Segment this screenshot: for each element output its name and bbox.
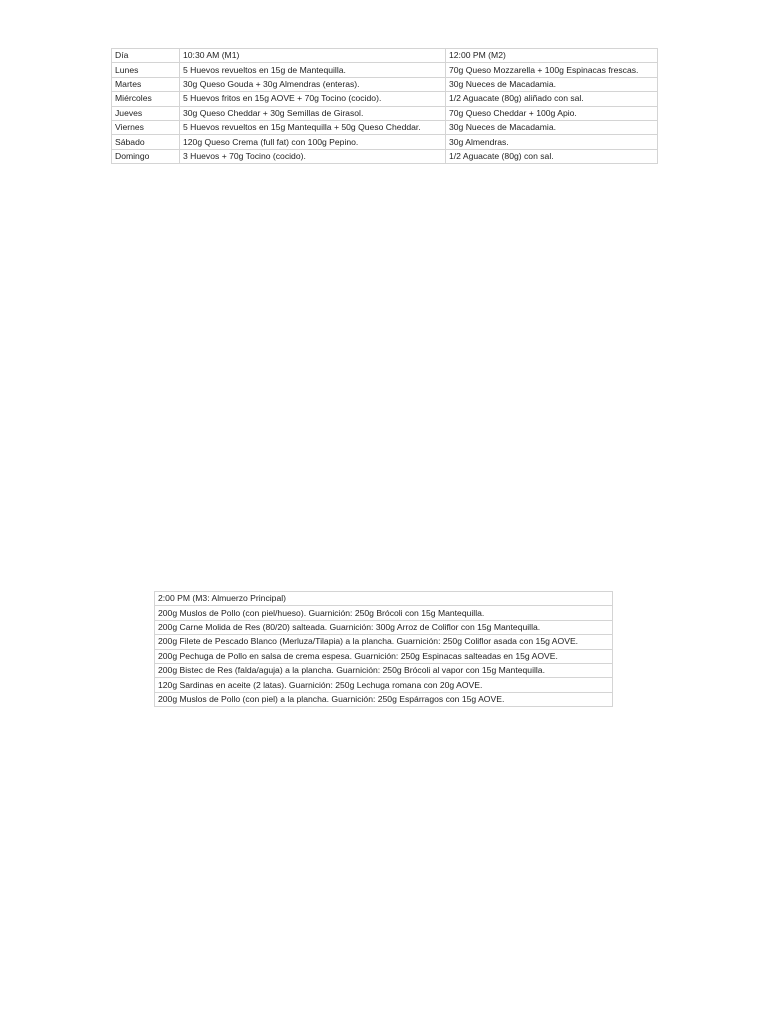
- table-header-row: [155, 592, 613, 606]
- m2-cell: 70g Queso Mozzarella + 100g Espinacas frescas.: [446, 63, 658, 77]
- table-row: [112, 149, 658, 163]
- header-m3: 2:00 PM (M3: Almuerzo Principal): [155, 592, 613, 606]
- day-cell: Martes: [112, 77, 180, 91]
- m1-cell: 5 Huevos revueltos en 15g Mantequilla + 50g Queso Cheddar.: [180, 120, 446, 134]
- table-row: [155, 620, 613, 634]
- table-header-row: [112, 49, 658, 63]
- lunch-table: [154, 591, 613, 707]
- header-day: Día: [112, 49, 180, 63]
- table-row: [155, 663, 613, 677]
- m1-cell: 120g Queso Crema (full fat) con 100g Pepino.: [180, 135, 446, 149]
- table-row: [112, 77, 658, 91]
- table-row: [155, 635, 613, 649]
- day-cell: Miércoles: [112, 92, 180, 106]
- table-row: [112, 120, 658, 134]
- m2-cell: 30g Nueces de Macadamia.: [446, 120, 658, 134]
- m1-cell: 30g Queso Cheddar + 30g Semillas de Girasol.: [180, 106, 446, 120]
- lunch-cell: 200g Pechuga de Pollo en salsa de crema espesa. Guarnición: 250g Espinacas salteadas en 15g AOVE.: [155, 649, 613, 663]
- day-cell: Domingo: [112, 149, 180, 163]
- table-row: [112, 92, 658, 106]
- lunch-cell: 200g Carne Molida de Res (80/20) salteada. Guarnición: 300g Arroz de Coliflor con 15g Mantequilla.: [155, 620, 613, 634]
- m1-cell: 5 Huevos fritos en 15g AOVE + 70g Tocino (cocido).: [180, 92, 446, 106]
- table-row: [155, 606, 613, 620]
- day-cell: Jueves: [112, 106, 180, 120]
- m1-cell: 3 Huevos + 70g Tocino (cocido).: [180, 149, 446, 163]
- table-row: [155, 649, 613, 663]
- weekly-schedule-table: [111, 48, 658, 164]
- lunch-cell: 200g Muslos de Pollo (con piel/hueso). Guarnición: 250g Brócoli con 15g Mantequilla.: [155, 606, 613, 620]
- table-row: [112, 106, 658, 120]
- m2-cell: 30g Almendras.: [446, 135, 658, 149]
- lunch-cell: 200g Muslos de Pollo (con piel) a la plancha. Guarnición: 250g Espárragos con 15g AOVE.: [155, 692, 613, 706]
- table-row: [155, 692, 613, 706]
- table-row: [155, 678, 613, 692]
- table-row: [112, 135, 658, 149]
- m2-cell: 70g Queso Cheddar + 100g Apio.: [446, 106, 658, 120]
- lunch-cell: 120g Sardinas en aceite (2 latas). Guarnición: 250g Lechuga romana con 20g AOVE.: [155, 678, 613, 692]
- m1-cell: 5 Huevos revueltos en 15g de Mantequilla.: [180, 63, 446, 77]
- day-cell: Lunes: [112, 63, 180, 77]
- m2-cell: 1/2 Aguacate (80g) con sal.: [446, 149, 658, 163]
- header-m2: 12:00 PM (M2): [446, 49, 658, 63]
- header-m1: 10:30 AM (M1): [180, 49, 446, 63]
- day-cell: Sábado: [112, 135, 180, 149]
- m2-cell: 30g Nueces de Macadamia.: [446, 77, 658, 91]
- m1-cell: 30g Queso Gouda + 30g Almendras (enteras).: [180, 77, 446, 91]
- m2-cell: 1/2 Aguacate (80g) aliñado con sal.: [446, 92, 658, 106]
- lunch-cell: 200g Bistec de Res (falda/aguja) a la plancha. Guarnición: 250g Brócoli al vapor con 15g Mantequilla.: [155, 663, 613, 677]
- lunch-cell: 200g Filete de Pescado Blanco (Merluza/Tilapia) a la plancha. Guarnición: 250g Coliflor asada con 15g AOVE.: [155, 635, 613, 649]
- day-cell: Viernes: [112, 120, 180, 134]
- table-row: [112, 63, 658, 77]
